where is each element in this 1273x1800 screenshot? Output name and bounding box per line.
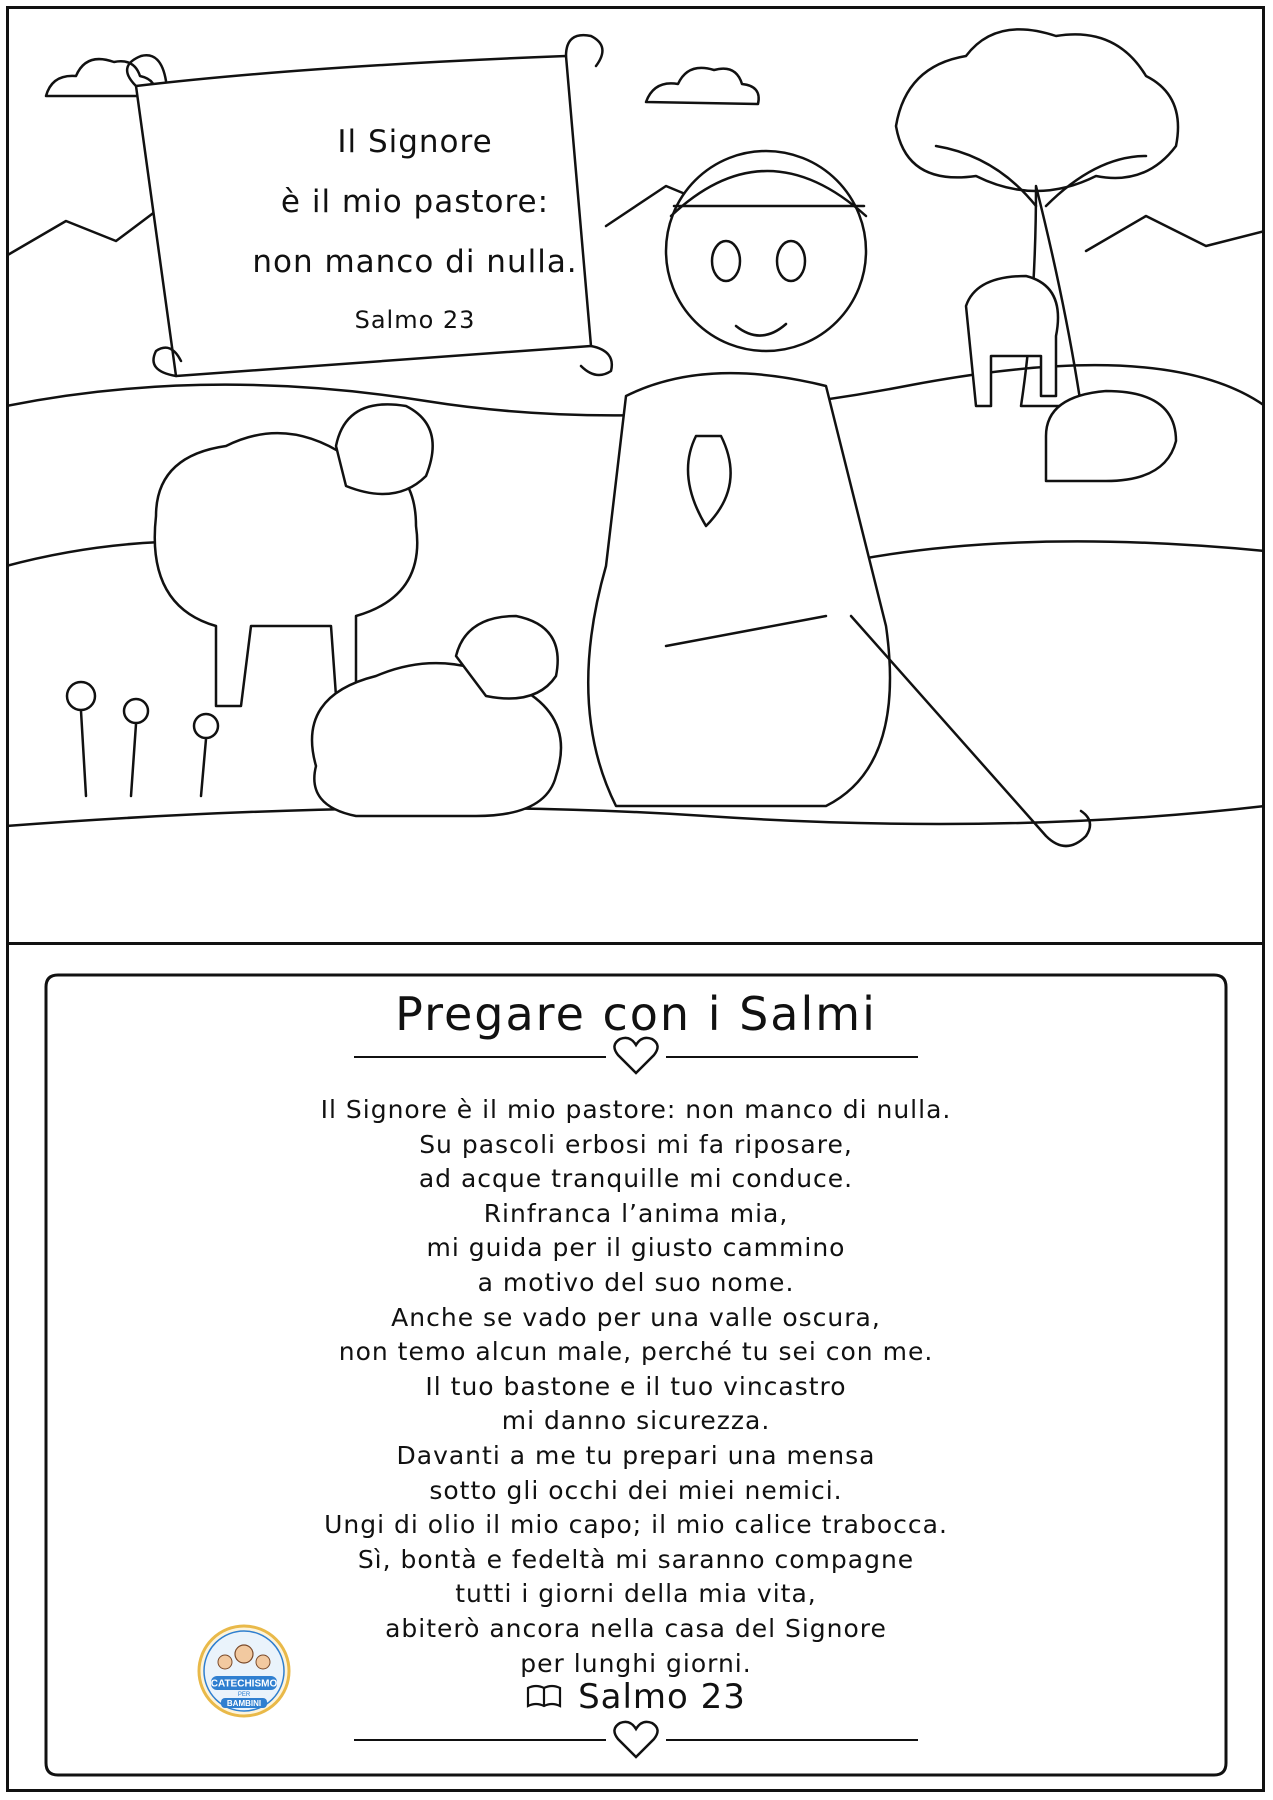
catechismo-logo (197, 1624, 291, 1718)
sheep-background (966, 276, 1176, 481)
psalm-line: Il Signore è il mio pastore: non manco di nulla. (320, 1095, 952, 1124)
praying-boy (588, 151, 1090, 846)
logo-line2: PER (237, 1692, 251, 1698)
psalm-line: ad acque tranquille mi conduce. (418, 1164, 854, 1194)
scroll-line: non manco di nulla. (252, 244, 578, 280)
coloring-illustration (6, 6, 1265, 942)
psalm-line: a motivo del suo nome. (477, 1267, 795, 1297)
psalm-line: sotto gli occhi dei miei nemici. (429, 1475, 843, 1505)
scroll-reference: Salmo 23 (354, 306, 476, 334)
psalm-line: abiterò ancora nella casa del Signore (385, 1613, 887, 1643)
psalm-line: Su pascoli erbosi mi fa riposare, (419, 1129, 853, 1159)
cloud-icon (646, 68, 759, 104)
psalm-line: Ungi di olio il mio capo; il mio calice trabocca. (324, 1510, 948, 1540)
psalm-line: mi guida per il giusto cammino (426, 1233, 846, 1263)
psalm-text (36, 1093, 1236, 1681)
heart-icon (614, 1038, 657, 1073)
sheep-standing (155, 404, 433, 706)
scroll-line: Il Signore (337, 124, 493, 160)
section-divider (6, 942, 1265, 945)
logo-line3: BAMBINI (226, 1699, 262, 1708)
scroll-line: è il mio pastore: (280, 184, 550, 220)
psalm-line: tutti i giorni della mia vita, (455, 1579, 817, 1609)
psalm-line: non temo alcun male, perché tu sei con me. (338, 1337, 934, 1367)
psalm-line: Sì, bontà e fedeltà mi saranno compagne (357, 1544, 915, 1574)
psalm-line: Il tuo bastone e il tuo vincastro (425, 1371, 847, 1401)
flowers (67, 682, 218, 796)
psalm-line: Davanti a me tu prepari una mensa (396, 1440, 876, 1470)
psalm-line: per lunghi giorni. (520, 1648, 752, 1678)
open-book-icon (526, 1682, 562, 1710)
psalm-line: Anche se vado per una valle oscura, (391, 1302, 881, 1332)
card-title: Pregare con i Salmi (395, 987, 877, 1041)
reference-text: Salmo 23 (578, 1677, 746, 1717)
logo-line1: CATECHISMO (210, 1678, 278, 1690)
title-ornament (36, 965, 1236, 1085)
psalm-line: mi danno sicurezza. (501, 1406, 771, 1436)
psalm-line: Rinfranca l’anima mia, (483, 1198, 789, 1228)
